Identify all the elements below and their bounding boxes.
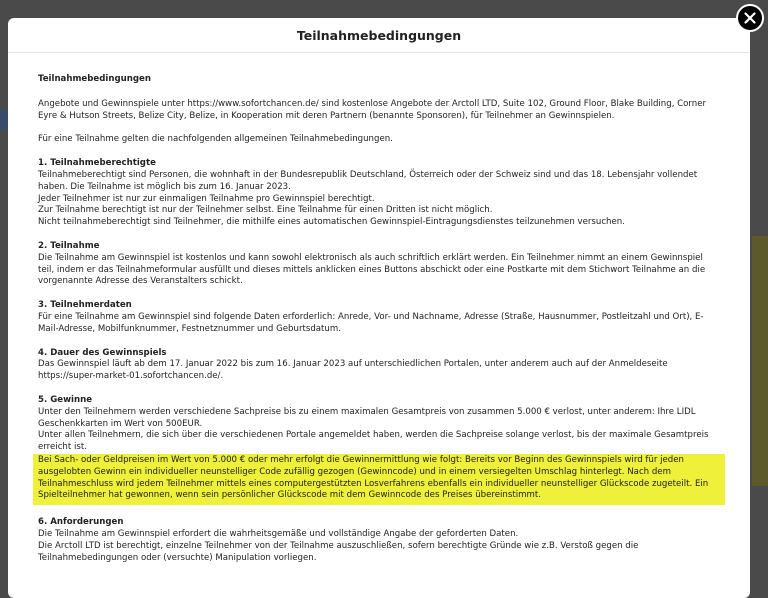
section-text: Nicht teilnahmeberechtigt sind Teilnehmer, die mithilfe eines automatischen Gewinnspiel-Eintragungsdienstes teilzunehmen versuchen.	[38, 217, 625, 228]
terms-content[interactable]	[8, 53, 750, 564]
background-page-element	[0, 110, 8, 130]
section-text: Das Gewinnspiel läuft ab dem 17. Januar 2022 bis zum 16. Januar 2023 auf unterschiedlichen Portalen, unter anderem auch auf der Anmeldeseite https://super-market-01.sofortchancen.de/.	[38, 359, 668, 382]
section-text: Zur Teilnahme berechtigt ist nur der Teilnehmer selbst. Eine Teilnahme für einen Dritten ist nicht möglich.	[38, 205, 493, 216]
general-paragraph: Für eine Teilnahme gelten die nachfolgenden allgemeinen Teilnahmebedingungen.	[38, 134, 393, 145]
modal-header	[8, 18, 750, 53]
section-participants	[38, 158, 720, 229]
section-heading: 3. Teilnehmerdaten	[38, 300, 132, 311]
section-text: Unter allen Teilnehmern, die sich über die verschiedenen Portale angemeldet haben, werden die Sachpreise solange verlost, bis der maximale Gesamtpreis erreicht ist.	[38, 430, 709, 453]
doc-title: Teilnahmebedingungen	[38, 74, 151, 84]
section-participant-data	[38, 300, 720, 335]
modal-title: Teilnahmebedingungen	[296, 27, 462, 43]
section-heading: 1. Teilnahmeberechtigte	[38, 158, 156, 169]
close-button[interactable]	[736, 4, 764, 32]
section-text: Jeder Teilnehmer ist nur zur einmaligen Teilnahme pro Gewinnspiel berechtigt.	[38, 193, 375, 204]
section-text: Die Teilnahme am Gewinnspiel ist kostenlos und kann sowohl elektronisch als auch schriftlich erklärt werden. Ein Teilnehmer nimmt an einem Gewinnspiel teil, indem er das Teilnahmeformular ausfüllt und dieses mittels anklicken eines Buttons abschickt oder eine Postkarte mit dem Stichwort Teilnahme an die vorgenannte Adresse des Veranstalters schickt.	[38, 252, 706, 287]
section-text: Die Teilnahme am Gewinnspiel erfordert die wahrheitsgemäße und vollständige Angabe der geforderten Daten.	[38, 528, 519, 539]
section-heading: 5. Gewinne	[38, 394, 93, 405]
section-participation	[38, 241, 720, 288]
section-text: Die Arctoll LTD ist berechtigt, einzelne Teilnehmer von der Teilnahme auszuschließen, sofern berechtigte Gründe wie z.B. Verstoß gegen die Teilnahmebedingungen oder (versuchte) Manipulation vorliegen.	[38, 540, 639, 563]
terms-modal	[8, 18, 750, 598]
section-text: Unter den Teilnehmern werden verschiedene Sachpreise bis zu einem maximalen Gesamtpreis von zusammen 5.000 € verlost, unter anderem: Ihre LIDL Geschenkkarten im Wert von 500EUR.	[38, 406, 696, 429]
section-requirements	[38, 517, 720, 564]
section-duration	[38, 348, 720, 383]
background-page-banner	[752, 236, 768, 486]
section-text: Für eine Teilnahme am Gewinnspiel sind folgende Daten erforderlich: Anrede, Vor- und Nachname, Adresse (Straße, Hausnummer, Postleitzahl und Ort), E-Mail-Adresse, Mobilfunknummer, Festnetznummer und Geburtsdatum.	[38, 311, 704, 334]
section-heading: 2. Teilnahme	[38, 240, 100, 251]
section-heading: 6. Anforderungen	[38, 517, 124, 528]
section-heading: 4. Dauer des Gewinnspiels	[38, 347, 167, 358]
section-text: Teilnahmeberechtigt sind Personen, die wohnhaft in der Bundesrepublik Deutschland, Österreich oder der Schweiz sind und das 18. Lebensjahr vollendet haben. Die Teilnahme ist möglich bis zum 16. Januar 2023.	[38, 169, 698, 192]
close-icon	[744, 12, 756, 24]
section-prizes	[38, 395, 720, 505]
highlighted-text: Bei Sach- oder Geldpreisen im Wert von 5.000 € oder mehr erfolgt die Gewinnermittlung wie folgt: Bereits vor Beginn des Gewinnspiels wird für jeden ausgelobten Gewinn ein individueller neunstelliger Code zufällig gezogen (Gewinncode) und in einem versiegelten Umschlag hinterlegt. Nach dem Teilnahmeschluss wird jedem Teilnehmer mittels eines computergestützten Losverfahrens ebenfalls ein individueller neunstelliger Glückscode zugeteilt. Ein Spielteilnehmer hat gewonnen, wenn sein persönlicher Glückscode mit dem Gewinncode des Preises übereinstimmt.	[33, 454, 725, 505]
intro-paragraph: Angebote und Gewinnspiele unter https://www.sofortchancen.de/ sind kostenlose Angebote der Arctoll LTD, Suite 102, Ground Floor, Blake Building, Corner Eyre & Hutson Streets, Belize City, Belize, in Kooperation mit deren Partnern (benannte Sponsoren), für Teilnehmer an Gewinnspielen.	[38, 98, 707, 121]
